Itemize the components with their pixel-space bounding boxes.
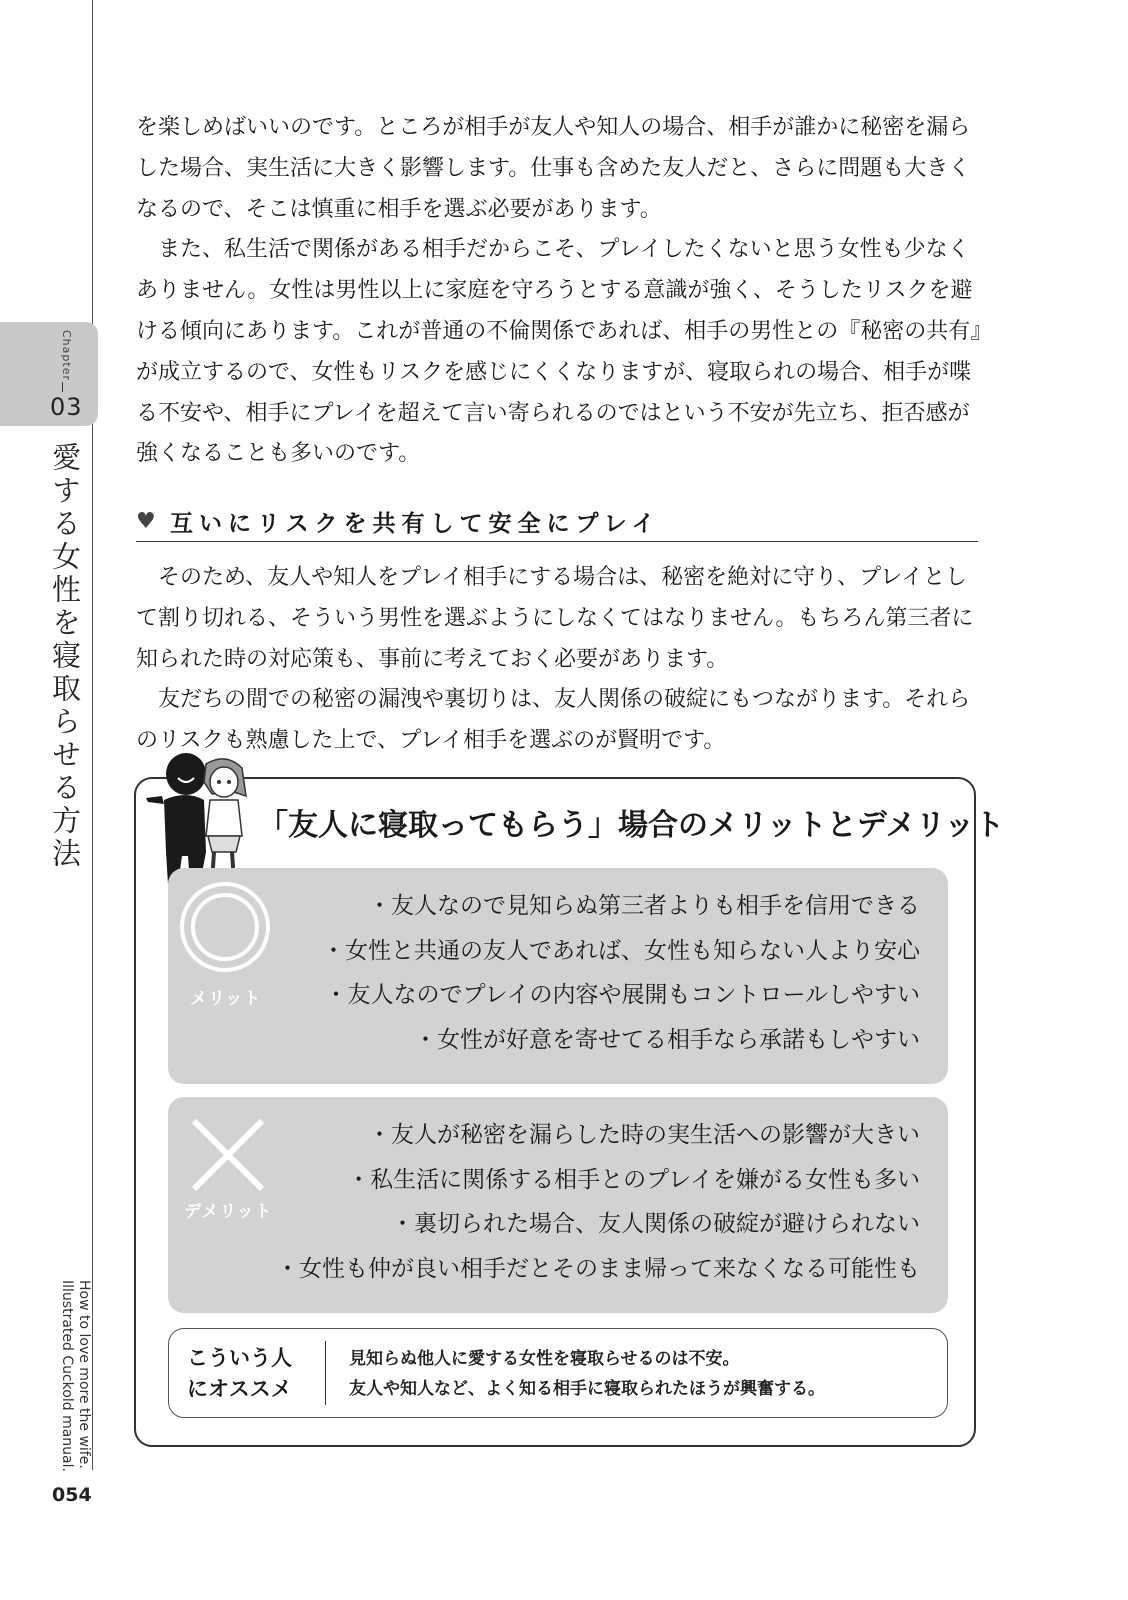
page-number: 054 (52, 1484, 92, 1506)
box-title: 「友人に寝取ってもらう」場合のメリットとデメリット (258, 808, 1005, 843)
section-heading-text: 互いにリスクを共有して安全にプレイ (170, 510, 661, 537)
chapter-label: Chapter (60, 330, 73, 381)
list-item: ・友人が秘密を漏らした時の実生活への影響が大きい (368, 1122, 920, 1148)
demerit-list (276, 1113, 920, 1291)
list-item: ・友人なのでプレイの内容や展開もコントロールしやすい (324, 982, 920, 1008)
list-item: ・私生活に関係する相手とのプレイを嫌がる女性も多い (347, 1166, 920, 1193)
merit-label: メリット (190, 989, 262, 1009)
recommendation-line-2: 友人や知人など、よく知る相手に寝取られたほうが興奮する。 (349, 1379, 825, 1399)
recommendation-label-line-2: にオススメ (187, 1377, 292, 1401)
recommendation-text (349, 1344, 825, 1404)
list-item: ・女性が好意を寄せてる相手なら承諾もしやすい (414, 1026, 920, 1053)
subtitle-line-1: How to love more the wife. (76, 1280, 92, 1469)
recommendation-box (168, 1328, 948, 1418)
margin-rule (92, 0, 93, 1470)
cross-icon (188, 1115, 268, 1195)
demerit-panel (168, 1097, 948, 1313)
recommendation-line-1: 見知らぬ他人に愛する女性を寝取らせるのは不安。 (349, 1349, 740, 1369)
merit-list (322, 884, 920, 1062)
subtitle-line-2: Illustrated Cuckold manual. (59, 1280, 75, 1472)
section-body (136, 558, 986, 762)
recommendation-divider (325, 1341, 326, 1405)
chapter-divider (62, 382, 63, 392)
recommendation-label-line-1: こういう人 (187, 1346, 292, 1370)
list-item: ・女性と共通の友人であれば、女性も知らない人より安心 (322, 937, 920, 964)
paragraph: を楽しめばいいのです。ところが相手が友人や知人の場合、相手が誰かに秘密を漏らした場合、実生活に大きく影響します。仕事も含めた友人だと、さらに問題も大きくなるので、そこは慎重に相手を選ぶ必要があります。 (136, 115, 971, 222)
chapter-tab (0, 322, 98, 426)
recommendation-label (187, 1343, 292, 1405)
body-text (136, 108, 986, 475)
chapter-title: 愛する女性を寝取らせる方法 (48, 442, 82, 871)
paragraph: 友だちの間での秘密の漏洩や裏切りは、友人関係の破綻にもつながります。それらのリスクも熟慮した上で、プレイ相手を選ぶのが賢明です。 (136, 687, 971, 754)
demerit-label: デメリット (184, 1202, 273, 1222)
list-item: ・女性も仲が良い相手だとそのまま帰って来なくなる可能性も (276, 1255, 920, 1282)
list-item: ・友人なので見知らぬ第三者よりも相手を信用できる (368, 893, 920, 919)
paragraph: また、私生活で関係がある相手だからこそ、プレイしたくないと思う女性も少なくありません。女性は男性以上に家庭を守ろうとする意識が強く、そうしたリスクを避ける傾向にあります。これが普通の不倫関係であれば、相手の男性との『秘密の共有』が成立するので、女性もリスクを感じにくくなりますが、寝取られの場合、相手が喋る不安や、相手にプレイを超えて言い寄られるのではという不安が先立ち、拒否感が強くなることも多いのです。 (136, 237, 982, 467)
paragraph: そのため、友人や知人をプレイ相手にする場合は、秘密を絶対に守り、プレイとして割り切れる、そういう男性を選ぶようにしなくてはなりません。もちろん第三者に知られた時の対応策も、事前に考えておく必要があります。 (136, 565, 974, 672)
book-subtitle (58, 1280, 92, 1472)
list-item: ・裏切られた場合、友人関係の破綻が避けられない (391, 1211, 920, 1237)
merit-panel (168, 868, 948, 1084)
circle-icon (180, 882, 270, 972)
section-heading (136, 501, 978, 542)
chapter-number: 03 (50, 393, 83, 421)
heart-icon: ♥ (136, 508, 156, 534)
